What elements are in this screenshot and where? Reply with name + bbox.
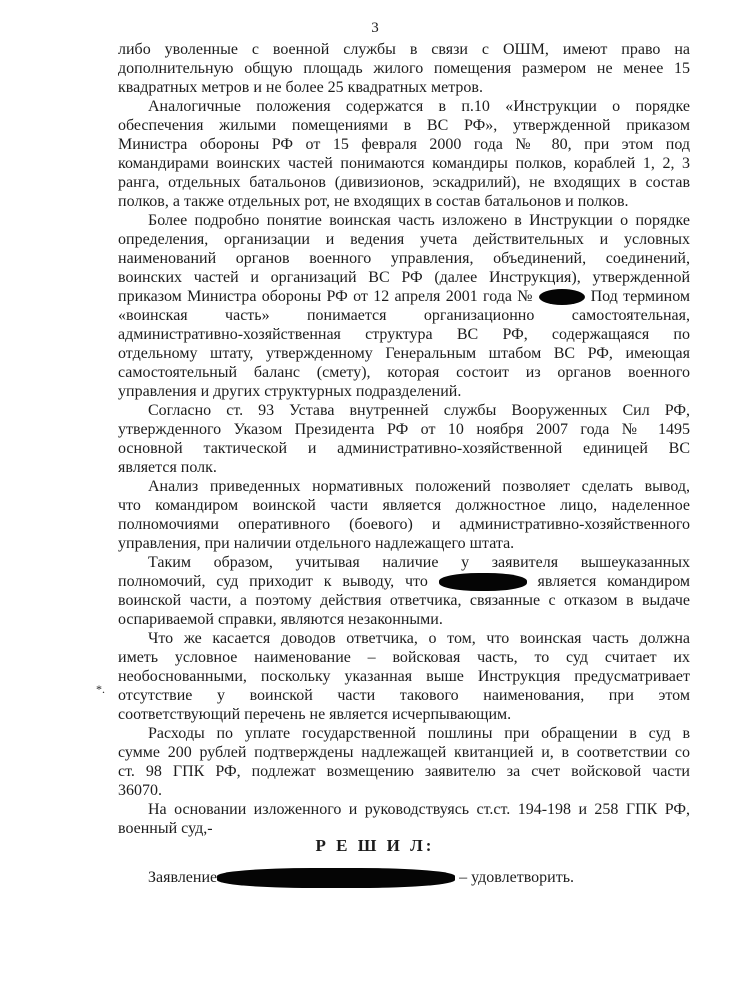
text-line: [118, 116, 690, 135]
line-text: наименований органов военного управления, объединений, соединений,: [118, 250, 690, 267]
line-text: полков, а также отдельных рот, не входящих в состав батальонов и полков.: [118, 193, 629, 210]
line-text: отсутствие у воинской части такового наименования, при этом: [118, 687, 690, 704]
line-text: административно-хозяйственная структура ВС РФ, содержащаяся по: [118, 326, 690, 343]
paragraph-first-line: [118, 553, 690, 572]
text-line: [118, 382, 690, 401]
text-line: [118, 268, 690, 287]
line-text: основной тактической и административно-хозяйственной единицей ВС: [118, 440, 690, 457]
line-text: квадратных метров и не более 25 квадратных метров.: [118, 79, 483, 96]
redaction-mark: [439, 573, 527, 591]
redaction-mark: [217, 868, 455, 888]
line-text: определения, организации и ведения учета действительных и условных: [118, 231, 690, 248]
line-text: соответствующий перечень не является исчерпывающим.: [118, 706, 512, 723]
paragraph-first-line: [118, 477, 690, 496]
line-text: что командиром воинской части является должностное лицо, наделенное: [118, 497, 690, 514]
text-line: [118, 363, 690, 382]
text-line: [118, 78, 690, 97]
line-text: командирами воинских частей понимаются командиры полков, кораблей 1, 2, 3: [118, 155, 690, 172]
paragraph-first-line: [118, 629, 690, 648]
line-text: является полк.: [118, 459, 217, 476]
text-line: [118, 591, 690, 610]
text-line: [118, 135, 690, 154]
text-line: [118, 781, 690, 800]
text-line: [118, 572, 690, 591]
line-text: Расходы по уплате государственной пошлины при обращении в суд в: [148, 725, 690, 742]
text-line: [118, 648, 690, 667]
text-line: [118, 458, 690, 477]
line-text: «воинская часть» понимается организационно самостоятельная,: [118, 307, 690, 324]
text-line: [118, 439, 690, 458]
line-text: управления, при наличии отдельного надлежащего штата.: [118, 535, 515, 552]
page-number: 3: [371, 20, 379, 36]
line-text: отдельному штату, утвержденному Генеральным штабом ВС РФ, имеющая: [118, 345, 690, 362]
text-line: [118, 192, 690, 211]
text-line: [118, 249, 690, 268]
text-line: [118, 154, 690, 173]
text-line: [118, 59, 690, 78]
line-text: обеспечения жилыми помещениями в ВС РФ», утвержденной приказом: [118, 117, 690, 134]
line-text: воинской части, а поэтому действия ответчика, связанные с отказом в выдаче: [118, 592, 690, 609]
line-text: Таким образом, учитывая наличие у заявителя вышеуказанных: [148, 554, 690, 571]
line-text: полномочиями оперативного (боевого) и административно-хозяйственного: [118, 516, 690, 533]
line-text: иметь условное наименование – войсковая часть, то суд считает их: [118, 649, 690, 666]
line-text: военный суд,-: [118, 820, 213, 837]
line-text: Анализ приведенных нормативных положений позволяет сделать вывод,: [148, 478, 690, 495]
line-text: необоснованными, поскольку указанная выше Инструкция предусматривает: [118, 668, 690, 685]
text-line: [118, 534, 690, 553]
text-line: [118, 287, 690, 306]
text-line: [118, 40, 690, 59]
resolution-before: Заявление: [148, 869, 218, 886]
text-line: [118, 173, 690, 192]
decision-heading: Р Е Ш И Л:: [315, 836, 435, 855]
text-line: [118, 230, 690, 249]
text-line: [118, 743, 690, 762]
line-text: ранга, отдельных батальонов (дивизионов, эскадрилий), не входящих в состав: [118, 174, 690, 191]
document-body: [118, 40, 690, 838]
text-line: [118, 667, 690, 686]
line-text: Аналогичные положения содержатся в п.10 «Инструкции о порядке: [148, 98, 690, 115]
resolution-line: [148, 868, 574, 888]
line-text: самостоятельный баланс (смету), которая состоит из органов военного: [118, 364, 690, 381]
line-text: Что же касается доводов ответчика, о том, что воинская часть должна: [148, 630, 690, 647]
line-text: управления и других структурных подразделений.: [118, 383, 462, 400]
text-line: [118, 705, 690, 724]
line-text: На основании изложенного и руководствуясь ст.ст. 194-198 и 258 ГПК РФ,: [148, 801, 690, 818]
line-text-after-redaction: Под термином: [590, 288, 691, 305]
line-text: Согласно ст. 93 Устава внутренней службы Вооруженных Сил РФ,: [148, 402, 690, 419]
line-text: воинских частей и организаций ВС РФ (далее Инструкция), утвержденной: [118, 269, 690, 286]
line-text: Более подробно понятие воинская часть изложено в Инструкции о порядке: [148, 212, 690, 229]
text-line: [118, 496, 690, 515]
text-line: [118, 686, 690, 705]
redaction-mark: [539, 289, 585, 305]
paragraph-first-line: [118, 724, 690, 743]
line-text: оспариваемой справки, являются незаконными.: [118, 611, 443, 628]
line-text: приказом Министра обороны РФ от 12 апреля 2001 года №: [118, 288, 534, 305]
line-text: полномочий, суд приходит к выводу, что: [118, 573, 428, 590]
resolution-after: – удовлетворить.: [459, 869, 574, 886]
paragraph-first-line: [118, 800, 690, 819]
text-line: [118, 344, 690, 363]
line-text: 36070.: [118, 782, 162, 799]
line-text-after-redaction: является командиром: [537, 573, 691, 590]
text-line: [118, 610, 690, 629]
line-text: утвержденного Указом Президента РФ от 10 ноября 2007 года № 1495: [118, 421, 690, 438]
line-text: ст. 98 ГПК РФ, подлежат возмещению заявителю за счет войсковой части: [118, 763, 690, 780]
paragraph-first-line: [118, 97, 690, 116]
text-line: [118, 762, 690, 781]
paragraph-first-line: [118, 211, 690, 230]
paragraph-first-line: [118, 401, 690, 420]
text-line: [118, 306, 690, 325]
line-text: сумме 200 рублей подтверждены надлежащей квитанцией и, в соответствии со: [118, 744, 690, 761]
line-text: Министра обороны РФ от 15 февраля 2000 года № 80, при этом под: [118, 136, 690, 153]
line-text: либо уволенные с военной службы в связи с ОШМ, имеют право на: [118, 41, 690, 58]
text-line: [118, 515, 690, 534]
text-line: [118, 420, 690, 439]
text-line: [118, 325, 690, 344]
line-text: дополнительную общую площадь жилого помещения размером не менее 15: [118, 60, 690, 77]
margin-mark: *.: [96, 682, 105, 696]
